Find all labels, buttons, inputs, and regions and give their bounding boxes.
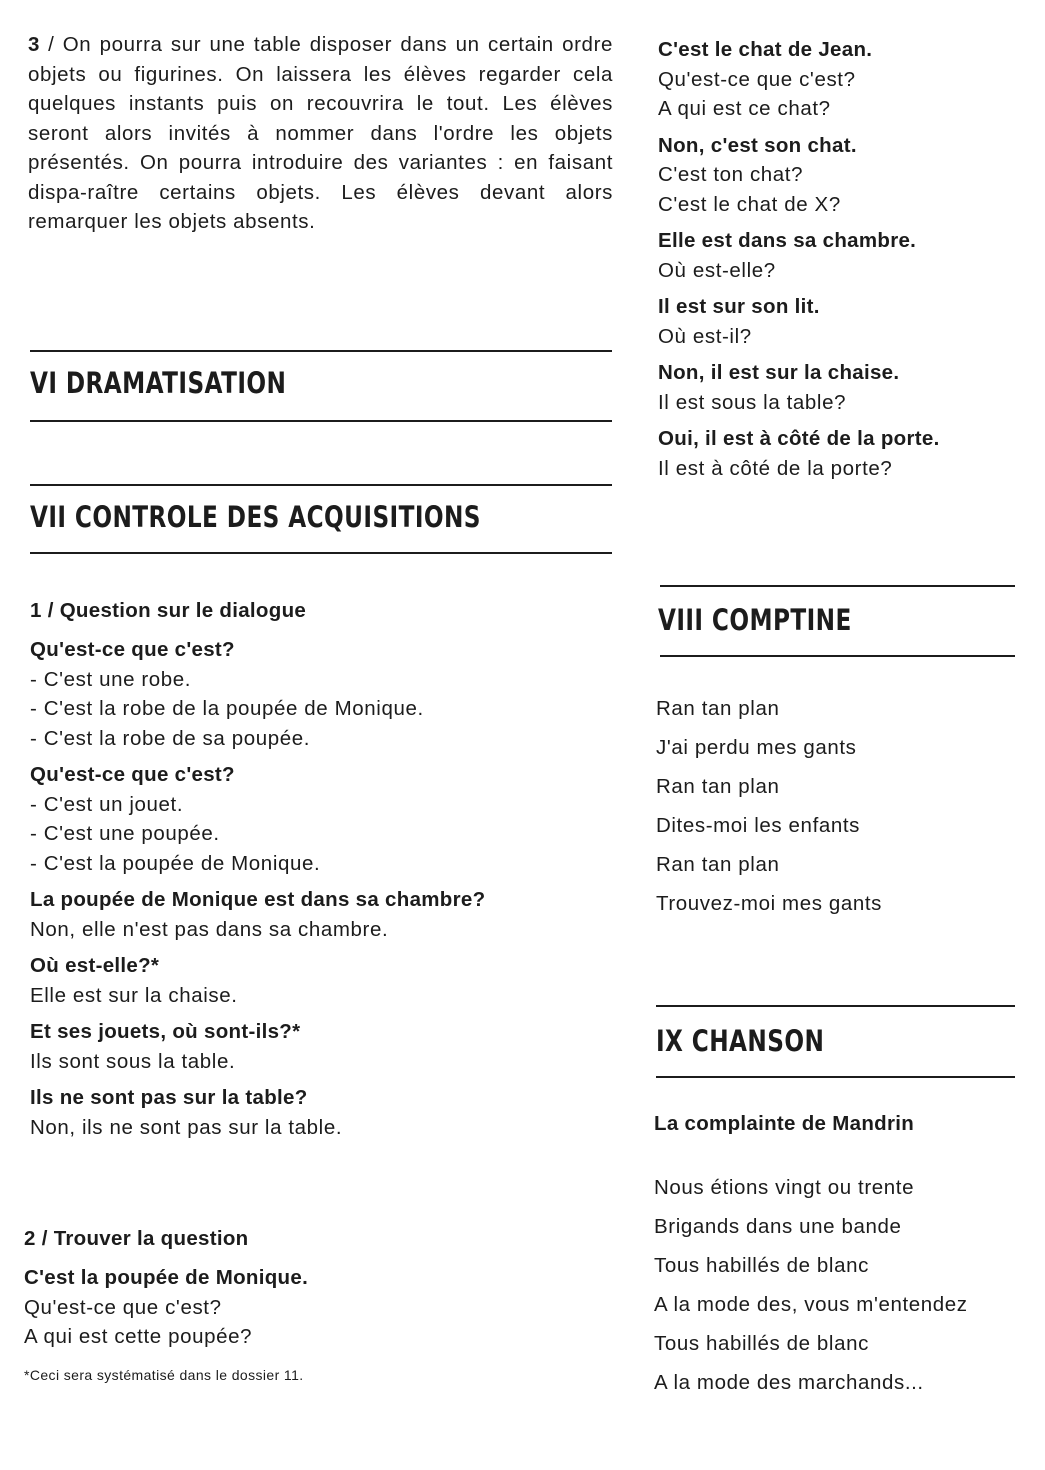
question-heading: Et ses jouets, où sont-ils?* xyxy=(30,1020,301,1043)
statement-line: Il est sur son lit. xyxy=(658,295,820,318)
question-line: C'est ton chat? xyxy=(658,163,804,186)
answer-line: Non, ils ne sont pas sur la table. xyxy=(30,1115,343,1139)
section-9-heading: IX CHANSON xyxy=(656,1024,825,1058)
part-2-title: / Trouver la question xyxy=(35,1227,249,1250)
statement-line: C'est le chat de Jean. xyxy=(658,38,873,61)
part-1-title: / Question sur le dialogue xyxy=(41,599,307,622)
divider xyxy=(660,655,1015,657)
song-title: La complainte de Mandrin xyxy=(654,1112,915,1135)
part-1-heading xyxy=(30,596,306,626)
divider xyxy=(656,1076,1015,1078)
part-2-heading xyxy=(24,1224,248,1254)
question-group xyxy=(30,635,485,1149)
question-heading: Ils ne sont pas sur la table? xyxy=(30,1086,308,1109)
statement-line: C'est la poupée de Monique. xyxy=(24,1266,309,1289)
answer-line: Ils sont sous la table. xyxy=(30,1049,236,1073)
question-heading: La poupée de Monique est dans sa chambre? xyxy=(30,888,486,911)
part-2-number: 2 xyxy=(24,1227,36,1250)
answer-line: - C'est la robe de sa poupée. xyxy=(30,726,311,750)
verse-line: J'ai perdu mes gants xyxy=(656,736,857,759)
verse-line: Ran tan plan xyxy=(656,853,780,876)
question-line: A qui est ce chat? xyxy=(658,97,831,120)
verse-line: Ran tan plan xyxy=(656,697,780,720)
statement-line: Non, il est sur la chaise. xyxy=(658,361,900,384)
divider xyxy=(30,350,612,352)
verse-line: Nous étions vingt ou trente xyxy=(654,1176,915,1199)
question-line: A qui est cette poupée? xyxy=(24,1325,253,1348)
intro-number: 3 xyxy=(28,33,40,56)
divider xyxy=(30,420,612,422)
answer-line: - C'est la poupée de Monique. xyxy=(30,851,321,875)
question-line: Il est sous la table? xyxy=(658,390,847,414)
footnote: *Ceci sera systématisé dans le dossier 11. xyxy=(24,1367,304,1383)
question-line: Où est-il? xyxy=(658,324,752,348)
section-6-heading: VI DRAMATISATION xyxy=(30,366,287,400)
answer-line: - C'est la robe de la poupée de Monique. xyxy=(30,697,424,720)
question-line: Qu'est-ce que c'est? xyxy=(24,1295,222,1319)
verse-line: Ran tan plan xyxy=(656,775,780,798)
intro-text: / On pourra sur une table disposer dans un certain ordre objets ou figurines. On laissera les élèves regarder cela quelques instants puis on recouvrira le tout. Les élèves seront alors invités à nommer dans l'ordre les objets présentés. On pourra introduire des variantes : en faisant dispa-raître certains objets. Les élèves devant alors remarquer les objets absents. xyxy=(28,33,613,233)
answer-line: - C'est une robe. xyxy=(30,667,192,691)
verse-line: Brigands dans une bande xyxy=(654,1215,902,1238)
verse-line: Tous habillés de blanc xyxy=(654,1332,869,1355)
dialog-exercise xyxy=(658,35,940,490)
divider xyxy=(30,484,612,486)
statement-line: Non, c'est son chat. xyxy=(658,133,857,157)
verse-line: Trouvez-moi mes gants xyxy=(656,892,883,915)
question-line: Qu'est-ce que c'est? xyxy=(658,67,856,91)
verse-line: Dites-moi les enfants xyxy=(656,814,861,837)
section-7-heading: VII CONTROLE DES ACQUISITIONS xyxy=(30,500,481,534)
part-1-number: 1 xyxy=(30,599,42,622)
answer-line: Elle est sur la chaise. xyxy=(30,983,238,1007)
statement-line: Elle est dans sa chambre. xyxy=(658,229,917,252)
verse-line: A la mode des, vous m'entendez xyxy=(654,1293,968,1316)
divider xyxy=(660,585,1015,587)
song-verse xyxy=(654,1168,968,1402)
answer-line: - C'est un jouet. xyxy=(30,792,184,816)
answer-line: - C'est une poupée. xyxy=(30,822,220,845)
verse-line: A la mode des marchands... xyxy=(654,1371,924,1394)
question-heading: Qu'est-ce que c'est? xyxy=(30,638,235,661)
divider xyxy=(656,1005,1015,1007)
comptine-verse xyxy=(656,689,882,923)
answer-line: Non, elle n'est pas dans sa chambre. xyxy=(30,917,389,941)
question-line: Il est à côté de la porte? xyxy=(658,456,893,480)
intro-paragraph xyxy=(28,30,613,237)
question-line: Où est-elle? xyxy=(658,258,776,282)
question-heading: Qu'est-ce que c'est? xyxy=(30,763,235,786)
statement-line: Oui, il est à côté de la porte. xyxy=(658,427,940,450)
section-8-heading: VIII COMPTINE xyxy=(658,603,852,637)
question-group xyxy=(24,1263,308,1352)
verse-line: Tous habillés de blanc xyxy=(654,1254,869,1277)
question-heading: Où est-elle?* xyxy=(30,954,160,977)
divider xyxy=(30,552,612,554)
question-line: C'est le chat de X? xyxy=(658,192,841,216)
